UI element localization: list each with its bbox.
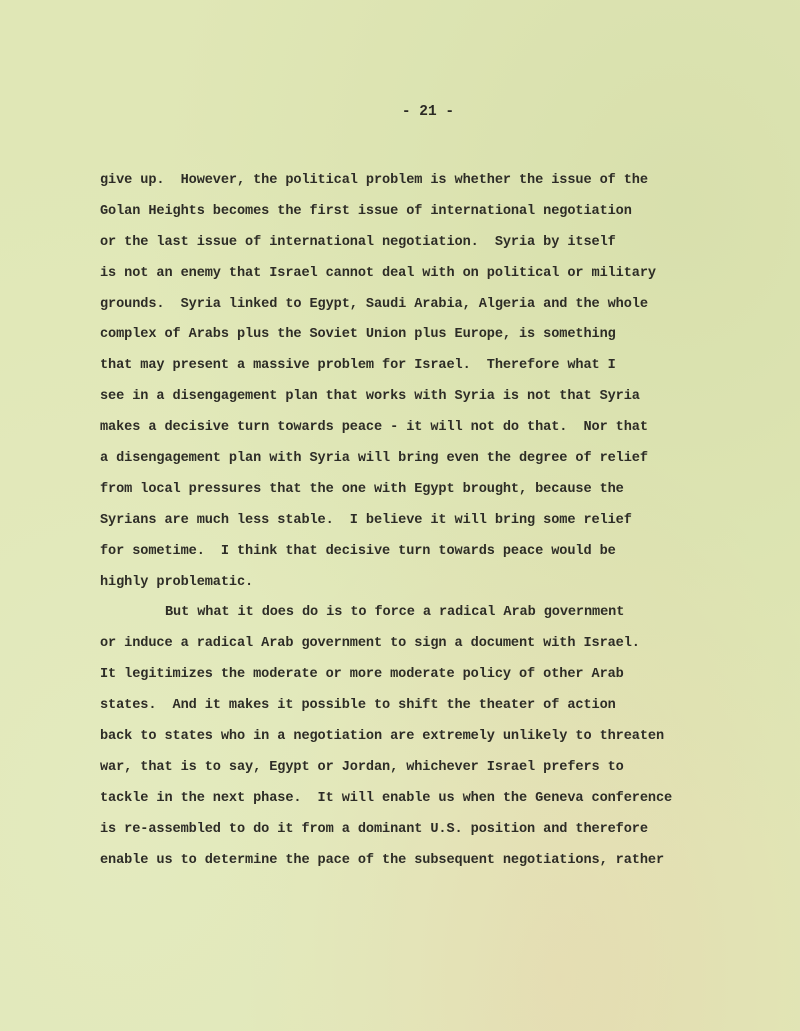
text-line: is not an enemy that Israel cannot deal with on political or military (100, 265, 656, 281)
text-line: Syrians are much less stable. I believe it will bring some relief (100, 512, 632, 528)
text-line: a disengagement plan with Syria will bring even the degree of relief (100, 451, 648, 467)
text-line: enable us to determine the pace of the subsequent negotiations, rather (100, 852, 665, 868)
text-line: give up. However, the political problem is whether the issue of the (100, 173, 648, 188)
text-line: highly problematic. (100, 574, 254, 590)
text-line: makes a decisive turn towards peace - it will not do that. Nor that (100, 420, 648, 436)
text-line: that may present a massive problem for Israel. Therefore what I (100, 358, 616, 374)
text-line: war, that is to say, Egypt or Jordan, whichever Israel prefers to (100, 759, 624, 775)
text-line: tackle in the next phase. It will enable us when the Geneva conference (100, 790, 673, 806)
text-line: for sometime. I think that decisive turn towards peace would be (100, 543, 616, 559)
text-line: complex of Arabs plus the Soviet Union plus Europe, is something (100, 327, 616, 343)
paragraph-1 (100, 166, 790, 598)
text-line: states. And it makes it possible to shift the theater of action (100, 698, 616, 714)
text-line: or induce a radical Arab government to sign a document with Israel. (100, 636, 640, 652)
text-line: grounds. Syria linked to Egypt, Saudi Arabia, Algeria and the whole (100, 296, 648, 312)
text-line: from local pressures that the one with Egypt brought, because the (100, 481, 624, 497)
text-line: It legitimizes the moderate or more moderate policy of other Arab (100, 667, 624, 683)
page-number: - 21 - (401, 104, 455, 120)
body-text (100, 166, 790, 876)
text-line: But what it does do is to force a radical Arab government (165, 605, 625, 621)
text-line: back to states who in a negotiation are extremely unlikely to threaten (100, 729, 665, 745)
text-line: Golan Heights becomes the first issue of international negotiation (100, 203, 632, 219)
paragraph-2 (100, 598, 790, 876)
text-line: see in a disengagement plan that works with Syria is not that Syria (100, 389, 640, 405)
text-line: is re-assembled to do it from a dominant U.S. position and therefore (100, 821, 648, 837)
text-line: or the last issue of international negotiation. Syria by itself (100, 234, 616, 250)
